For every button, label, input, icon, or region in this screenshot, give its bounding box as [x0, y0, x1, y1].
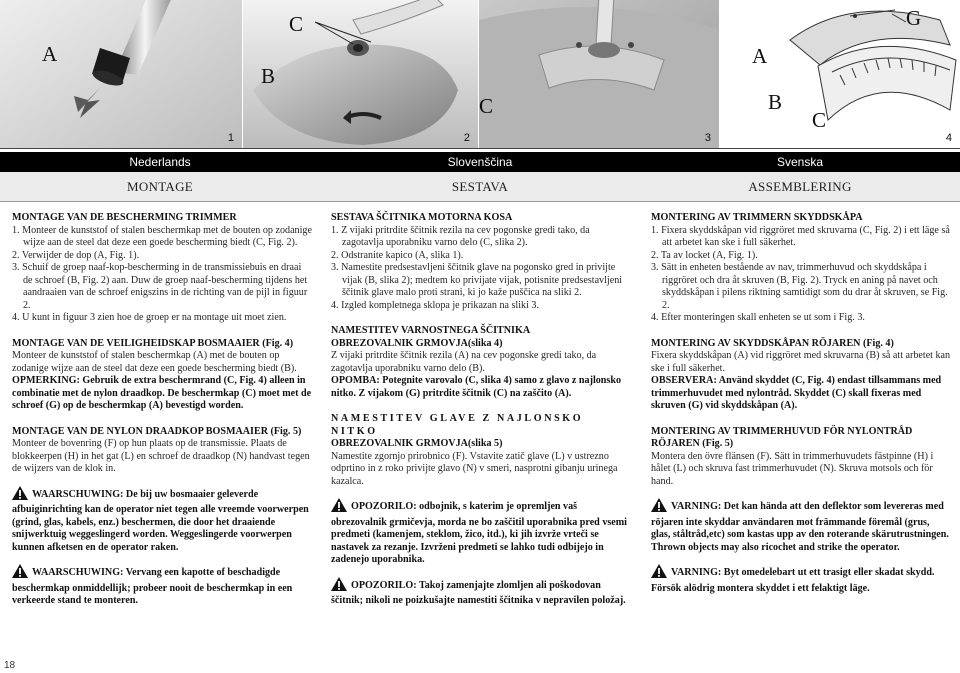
warning-icon	[12, 486, 28, 505]
list-item: 1. Monteer de kunststof of stalen beschermkap met de bouten op zodanige wijze aan de steel dat deze een goede bescherming biedt (C, Fig. 2).	[12, 224, 312, 249]
heading-nylon-head: MONTERING AV TRIMMERHUVUD FÖR NYLONTRÅD RÖJAREN (Fig. 5)	[651, 425, 913, 450]
list-item: 2. Ta av locket (A, Fig. 1).	[651, 249, 758, 261]
list-item: 1. Fixera skyddskåpan vid riggröret med skruvarna (C, Fig. 2) i ett läge så att arbetet kan ske i full säkerhet.	[651, 224, 950, 249]
heading-safety-guard: MONTERING AV SKYDDSKÅPAN RÖJAREN (Fig. 4)	[651, 337, 894, 349]
paragraph: Monteer de kunststof of stalen beschermkap (A) met de bouten op zodanige wijze aan de steel dat deze een goede bescherming biedt (B).	[12, 350, 297, 374]
paragraph: Montera den övre flänsen (F). Sätt in trimmerhuvudets fästpinne (H) i hålet (L) och skruva fast trimmerhuvudet (N). Skruva motsols och för hand.	[651, 450, 934, 487]
paragraph: Monteer de bovenring (F) op hun plaats op de transmissie. Plaats de blokkeerpen (H) in het gat (L) en schroef de draadkop (N) handvast tegen de wijzers van de klok in.	[12, 438, 310, 475]
figure-2-label-c: C	[289, 12, 304, 36]
warning-text: WAARSCHUWING: De bij uw bosmaaier geleverde afbuiginrichting kan de operator niet tegen alle vreemde voorwerpen (grind, glas, kabels, enz.) beschermen, die door het draaiende snijwerktuig weggeslingerd worden. Weggeslingerde voorwerpen kunnen afketsen en de operator raken.	[12, 488, 309, 553]
figure-2-photo	[243, 0, 478, 148]
warning-text: VARNING: Byt omedelebart ut ett trasigt eller skadat skydd. Försök alödrig montera skyddet i ett felaktigt läge.	[651, 567, 935, 594]
figure-1-number: 1	[227, 132, 234, 144]
figure-strip-divider	[0, 148, 960, 149]
column-swedish	[651, 212, 951, 595]
list-item: 4. U kunt in figuur 3 zien hoe de groep er na montage uit moet zien.	[12, 312, 287, 324]
list-item: 1. Z vijaki pritrdite ščitnik rezila na cev pogonske gredi tako, da zagotavlja uporabniku varno delo (C, slika 2).	[331, 224, 590, 249]
warning-icon	[331, 577, 347, 596]
section-title-bar	[0, 172, 960, 202]
warning-text: OPOZORILO: odbojnik, s katerim je opremljen vaš obrezovalnik grmičevja, morda ne bo zaščitil uporabnika pred vsemi predmeti (kamenjem, steklom, žico, itd.), ki jih izvrže vrteči se nastavek za rezanje. Izvrženi predmeti se lahko tudi odbijejo in zadenejo uporabnika.	[331, 501, 627, 566]
column-slovenian	[331, 212, 633, 608]
list-item: 4. Izgled kompletnega sklopa je prikazan na sliki 3.	[331, 299, 539, 311]
figure-4-drawing	[720, 0, 960, 148]
warning-text: OPOZORILO: Takoj zamenjajte zlomljen ali poškodovan ščitnik; nikoli ne poizkušajte namestiti ščitnika v nepravilen položaj.	[331, 579, 626, 607]
column-dutch	[12, 212, 312, 608]
language-dutch: Nederlands	[129, 155, 191, 169]
figure-4-label-g: G	[906, 6, 922, 30]
language-bar	[0, 152, 960, 172]
list-item: 4. Efter monteringen skall enheten se ut som i Fig. 3.	[651, 312, 865, 324]
list-item: 2. Verwijder de dop (A, Fig. 1).	[12, 249, 140, 261]
note-paragraph: OBSERVERA: Använd skyddet (C, Fig. 4) endast tillsammans med trimmerhuvudet med nylontråd. Skyddet (C) skall fixeras med skruven (G) vid skyddskåpan (A).	[651, 375, 942, 412]
heading-safety-guard-sub: OBREZOVALNIK GRMOVJA(slika 4)	[331, 337, 503, 349]
figure-2-number: 2	[463, 132, 470, 144]
heading-safety-guard: MONTAGE VAN DE VEILIGHEIDSKAP BOSMAAIER (Fig. 4)	[12, 337, 294, 349]
figure-4-label-a: A	[752, 44, 768, 68]
figure-3-number: 3	[704, 132, 711, 144]
figure-4-label-c: C	[812, 108, 827, 132]
figure-2-label-b: B	[261, 64, 276, 88]
warning-icon	[651, 564, 667, 583]
section-title-slovenian: SESTAVA	[451, 179, 509, 194]
warning-text: VARNING: Det kan hända att den deflektor som levereras med röjaren inte skyddar användaren mot främmande föremål (grus, glas, ståltråd,etc) som kastas upp av den roterande skärutrustningen. Thrown objects may also ricochet and strike the operator.	[651, 501, 949, 553]
figure-3-photo	[479, 0, 719, 148]
figure-4-number: 4	[945, 132, 952, 144]
list-item: 2. Odstranite kapico (A, slika 1).	[331, 249, 464, 261]
heading-nylon-head: MONTAGE VAN DE NYLON DRAADKOP BOSMAAIER (Fig. 5)	[12, 425, 302, 437]
warning-text: WAARSCHUWING: Vervang een kapotte of beschadigde beschermkap onmiddellijk; probeer nooit de beschermkap in een verkeerde stand te monteren.	[12, 567, 293, 607]
figure-3-label-c: C	[479, 94, 494, 118]
heading-nylon-head-sub: OBREZOVALNIK GRMOVJA(slika 5)	[331, 438, 503, 450]
note-paragraph: OPMERKING: Gebruik de extra beschermrand (C, Fig. 4) alleen in combinatie met de nylon draadkop. De beschermkap (C) moet met de schroef (G) op de beschermkap (A) bevestigd worden.	[12, 375, 312, 412]
figure-1-photo	[0, 0, 242, 148]
figure-strip	[0, 0, 960, 148]
section-title-swedish: ASSEMBLERING	[748, 179, 852, 194]
figure-4-label-b: B	[768, 90, 783, 114]
page-number: 18	[4, 660, 16, 671]
warning-icon	[12, 564, 28, 583]
figure-1-label-a: A	[42, 42, 58, 66]
paragraph: Namestite zgornjo prirobnico (F). Vstavite zatič glave (L) v ustrezno odprtino in z roko privijte glavo (N) v smeri, nasprotni gibanju urinega kazalca.	[331, 450, 618, 487]
language-slovenian: Slovenščina	[447, 155, 513, 169]
paragraph: Fixera skyddskåpan (A) vid riggröret med skruvarna (B) så att arbetet kan ske i full säkerhet.	[651, 350, 951, 374]
heading-trimmer-guard: MONTERING AV TRIMMERN SKYDDSKÅPA	[651, 212, 863, 223]
note-paragraph: OPOMBA: Potegnite varovalo (C, slika 4) samo z glavo z najlonsko nitko. Z vijakom (G) pritrdite ščitnik (C) na zaščito (A).	[331, 375, 621, 399]
paragraph: Z vijaki pritrdite ščitnik rezila (A) na cev pogonske gredi tako, da zagotavlja uporabniku varno delo (B).	[331, 350, 597, 374]
heading-trimmer-guard: SESTAVA ŠČITNIKA MOTORNA KOSA	[331, 212, 513, 223]
heading-trimmer-guard: MONTAGE VAN DE BESCHERMING TRIMMER	[12, 212, 237, 223]
list-item: 3. Namestite predsestavljeni ščitnik glave na pogonsko gred in privijte vijak (B, slika 2); medtem ko privijate vijak, potisnite predsestavljeni ščitnik glave malo proti strani, ki jo kaže puščica na sliki 2.	[331, 262, 623, 299]
list-item: 3. Sätt in enheten bestående av nav, trimmerhuvud och skyddskåpa i riggröret och dra åt skruven (B, Fig. 2). Tryck en aning på navet och skyddskåpan i pilens riktning samtidigt som du drar åt skruven, se Fig. 2.	[651, 262, 948, 311]
warning-icon	[331, 498, 347, 517]
section-title-dutch: MONTAGE	[126, 179, 194, 194]
heading-safety-guard: NAMESTITEV VARNOSTNEGA ŠČITNIKA	[331, 325, 531, 337]
warning-icon	[651, 498, 667, 517]
list-item: 3. Schuif de groep naaf-kop-bescherming in de transmissiebuis en draai de schroef (B, Fig. 2) aan. Duw de groep naaf-bescherming tijdens het aandraaien van de schroef enigszins in de richting van de pijl in figuur 2.	[12, 262, 308, 311]
language-swedish: Svenska	[776, 155, 824, 169]
heading-nylon-head: NAMESTITEV GLAVE Z NAJLONSKO NITKO	[331, 413, 584, 437]
